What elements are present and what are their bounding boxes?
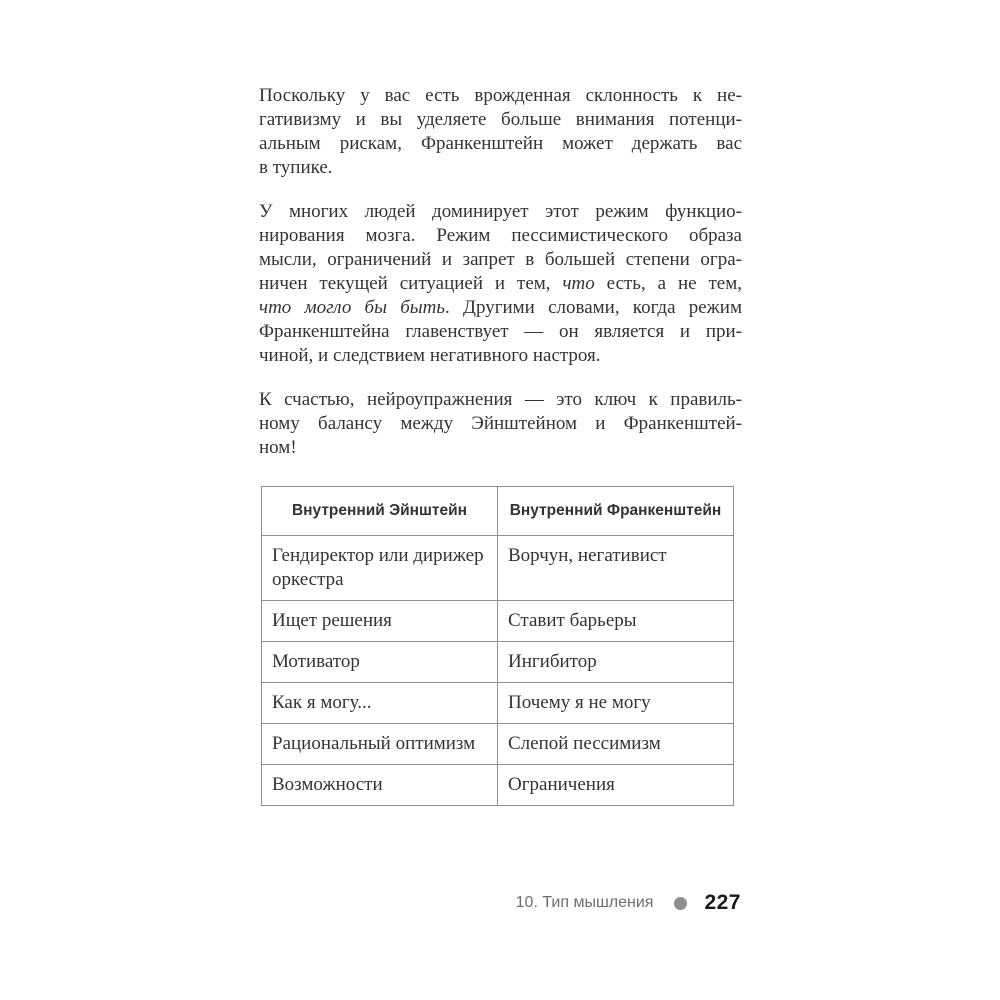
table-cell: Гендиректор или дирижер оркестра (262, 536, 498, 601)
text-segment: К счастью, нейроупражнения — это ключ к правиль- (259, 389, 742, 410)
text-line (259, 436, 742, 460)
text-segment: есть, а не тем, (594, 273, 743, 294)
table-row (262, 642, 734, 683)
table-cell: Почему я не могу (498, 683, 734, 724)
italic-text-segment: что могло бы быть (259, 297, 445, 318)
text-line (259, 132, 742, 156)
text-line (259, 412, 742, 436)
text-segment: альным рискам, Франкенштейн может держать вас (259, 133, 742, 154)
text-segment: ном! (259, 437, 297, 458)
table-cell: Ворчун, негативист (498, 536, 734, 601)
table-header-cell: Внутренний Эйнштейн (262, 487, 498, 536)
text-segment: мысли, ограничений и запрет в большей степени огра- (259, 249, 742, 270)
table-cell: Возможности (262, 765, 498, 806)
text-segment: гативизму и вы уделяете больше внимания потенци- (259, 109, 742, 130)
table-row (262, 536, 734, 601)
paragraph-1 (259, 84, 742, 180)
page-footer (516, 891, 741, 915)
text-line (259, 320, 742, 344)
page-content (259, 84, 742, 806)
text-segment: Франкенштейна главенствует — он является и при- (259, 321, 742, 342)
comparison-table-head (262, 487, 734, 536)
text-segment: ничен текущей ситуацией и тем, (259, 273, 563, 294)
paragraph-2 (259, 200, 742, 368)
table-cell: Рациональный оптимизм (262, 724, 498, 765)
table-cell: Ищет решения (262, 601, 498, 642)
text-segment: . Другими словами, когда режим (445, 297, 742, 318)
text-line (259, 108, 742, 132)
table-cell: Слепой пессимизм (498, 724, 734, 765)
table-cell: Ставит барьеры (498, 601, 734, 642)
text-segment: Поскольку у вас есть врожденная склонность к не- (259, 85, 742, 106)
table-row (262, 724, 734, 765)
table-cell: Ограничения (498, 765, 734, 806)
text-segment: нирования мозга. Режим пессимистического образа (259, 225, 742, 246)
table-header-row (262, 487, 734, 536)
table-row (262, 601, 734, 642)
text-line (259, 272, 742, 296)
text-line (259, 224, 742, 248)
text-line (259, 388, 742, 412)
comparison-table (261, 486, 734, 806)
footer-separator-dot-icon (674, 897, 687, 910)
text-line (259, 344, 742, 368)
text-line (259, 296, 742, 320)
footer-chapter-title: 10. Тип мышления (515, 894, 654, 911)
table-row (262, 683, 734, 724)
table-cell: Ингибитор (498, 642, 734, 683)
table-header-cell: Внутренний Франкенштейн (498, 487, 734, 536)
table-cell: Как я могу... (262, 683, 498, 724)
text-line (259, 84, 742, 108)
paragraph-3 (259, 388, 742, 460)
table-row (262, 765, 734, 806)
text-segment: чиной, и следствием негативного настроя. (259, 345, 601, 366)
footer-page-number: 227 (704, 891, 741, 914)
text-segment: в тупике. (259, 157, 333, 178)
comparison-table-body (262, 536, 734, 806)
text-line (259, 156, 742, 180)
table-cell: Мотиватор (262, 642, 498, 683)
italic-text-segment: что (562, 273, 595, 294)
text-line (259, 200, 742, 224)
text-segment: ному балансу между Эйнштейном и Франкенштей- (259, 413, 742, 434)
text-segment: У многих людей доминирует этот режим функцио- (259, 201, 742, 222)
text-line (259, 248, 742, 272)
